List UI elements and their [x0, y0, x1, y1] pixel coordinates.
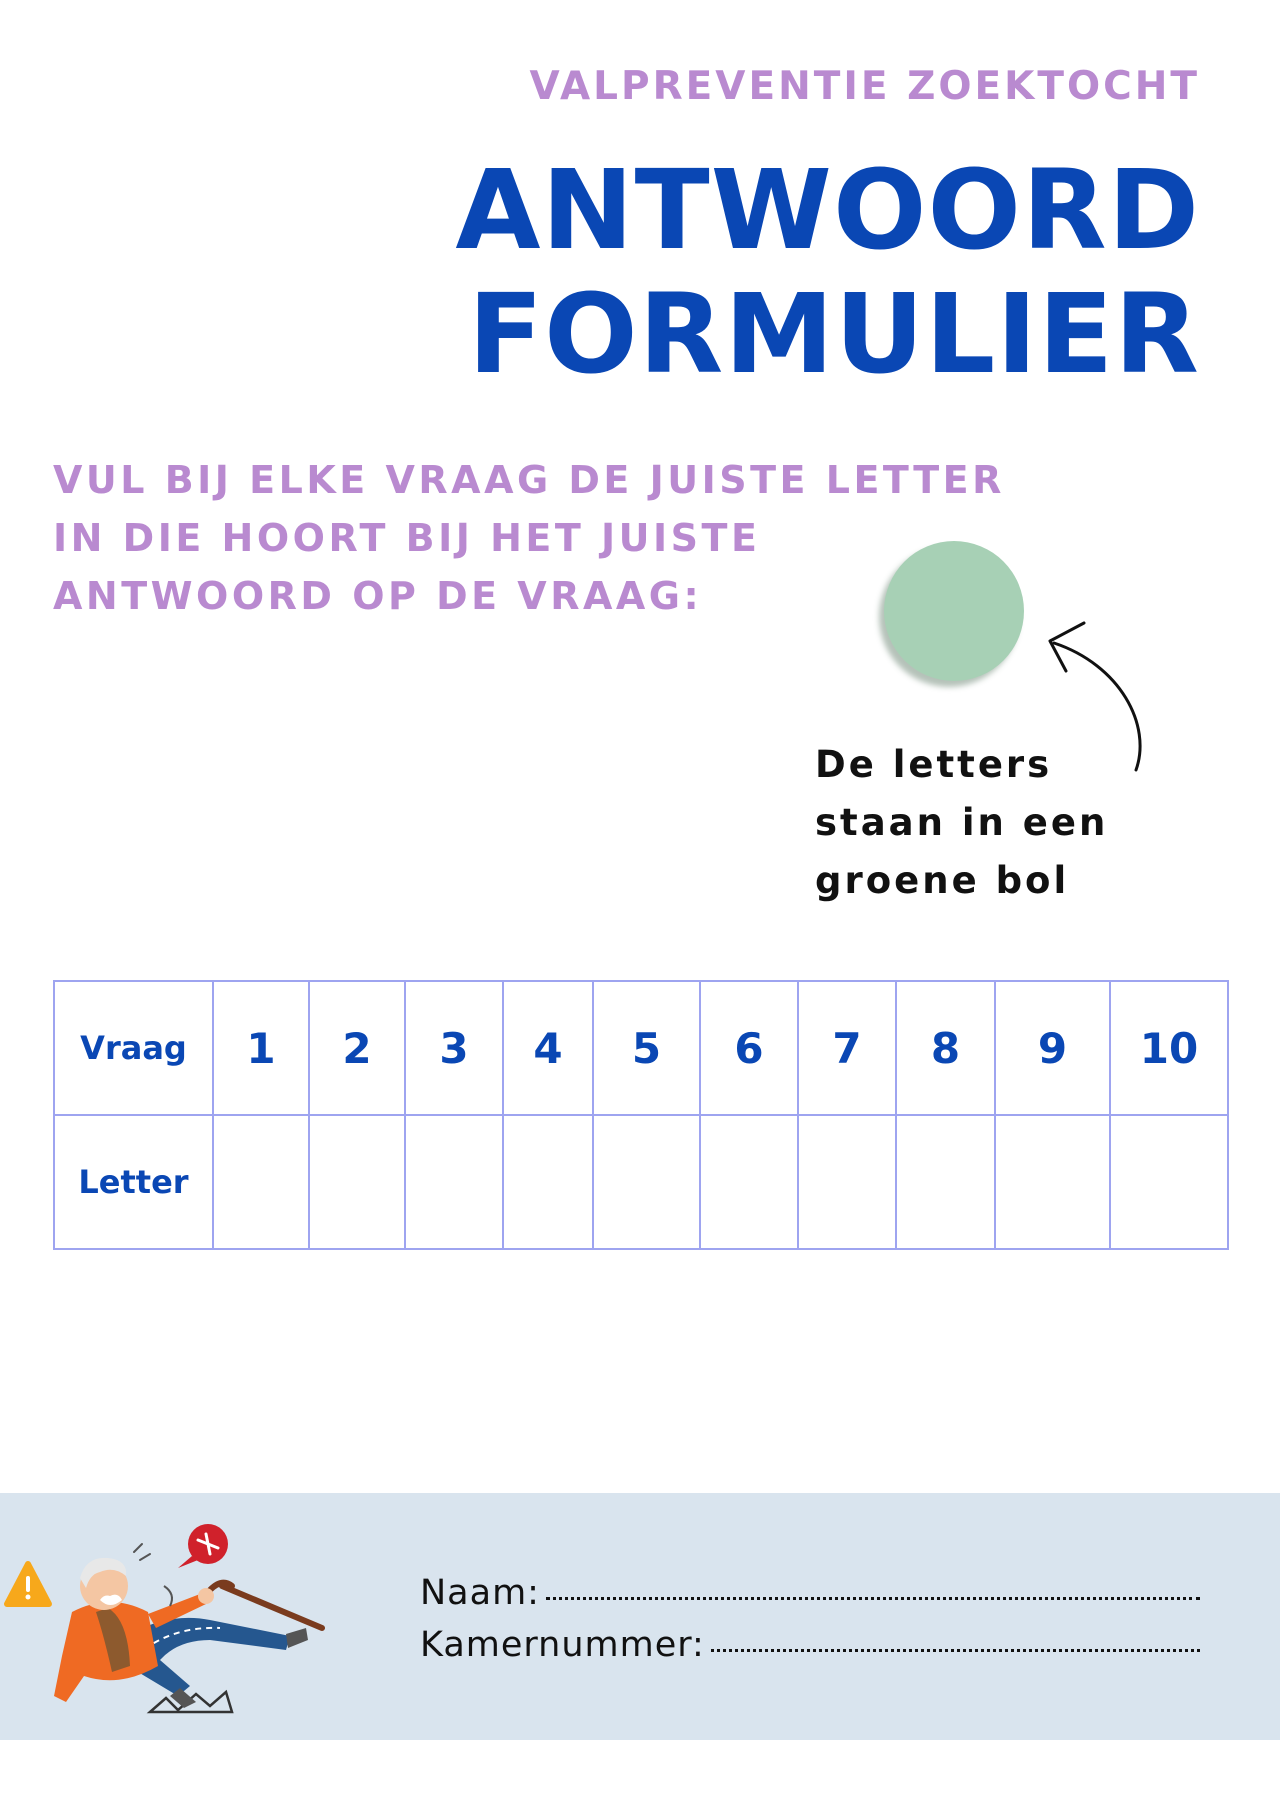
- subtitle: VALPREVENTIE ZOEKTOCHT: [529, 64, 1200, 109]
- letter-cell[interactable]: [995, 1115, 1110, 1249]
- letter-cell[interactable]: [593, 1115, 700, 1249]
- room-number-dotted-line[interactable]: [711, 1648, 1200, 1652]
- instruction-line-1: VUL BIJ ELKE VRAAG DE JUISTE LETTER: [53, 458, 1005, 502]
- instruction-line-3: ANTWOORD OP DE VRAAG:: [53, 574, 703, 618]
- room-number-label: Kamernummer:: [420, 1625, 705, 1665]
- footer-fields: [420, 1567, 1200, 1671]
- question-number: 6: [700, 981, 798, 1115]
- room-number-field[interactable]: [420, 1619, 1200, 1671]
- answer-table: [53, 980, 1229, 1250]
- letter-row: [54, 1115, 1228, 1249]
- question-number: 4: [503, 981, 593, 1115]
- question-number: 1: [213, 981, 309, 1115]
- instruction-line-2: IN DIE HOORT BIJ HET JUISTE: [53, 516, 761, 560]
- note-line-3: groene bol: [815, 859, 1070, 902]
- name-dotted-line[interactable]: [546, 1596, 1200, 1600]
- name-field[interactable]: [420, 1567, 1200, 1619]
- question-number: 7: [798, 981, 896, 1115]
- question-number: 10: [1110, 981, 1228, 1115]
- letter-cell[interactable]: [309, 1115, 405, 1249]
- question-row: [54, 981, 1228, 1115]
- letter-cell[interactable]: [798, 1115, 896, 1249]
- letter-cell[interactable]: [1110, 1115, 1228, 1249]
- elderly-man-falling-illustration: [0, 1516, 340, 1736]
- page-title: [455, 148, 1200, 396]
- instruction-text: [53, 451, 1005, 625]
- name-label: Naam:: [420, 1573, 540, 1613]
- note-line-1: De letters: [815, 743, 1053, 786]
- note-line-2: staan in een: [815, 801, 1109, 844]
- letter-cell[interactable]: [213, 1115, 309, 1249]
- row-label-letter: Letter: [54, 1115, 213, 1249]
- question-number: 5: [593, 981, 700, 1115]
- warning-icon: [7, 1564, 49, 1604]
- question-number: 9: [995, 981, 1110, 1115]
- letter-cell[interactable]: [503, 1115, 593, 1249]
- letter-cell[interactable]: [896, 1115, 995, 1249]
- title-line-1: ANTWOORD: [455, 146, 1200, 274]
- question-number: 2: [309, 981, 405, 1115]
- title-line-2: FORMULIER: [467, 270, 1200, 398]
- hint-note: [815, 736, 1108, 910]
- question-number: 8: [896, 981, 995, 1115]
- green-ball-icon: [884, 541, 1024, 681]
- row-label-vraag: Vraag: [54, 981, 213, 1115]
- letter-cell[interactable]: [700, 1115, 798, 1249]
- question-number: 3: [405, 981, 503, 1115]
- letter-cell[interactable]: [405, 1115, 503, 1249]
